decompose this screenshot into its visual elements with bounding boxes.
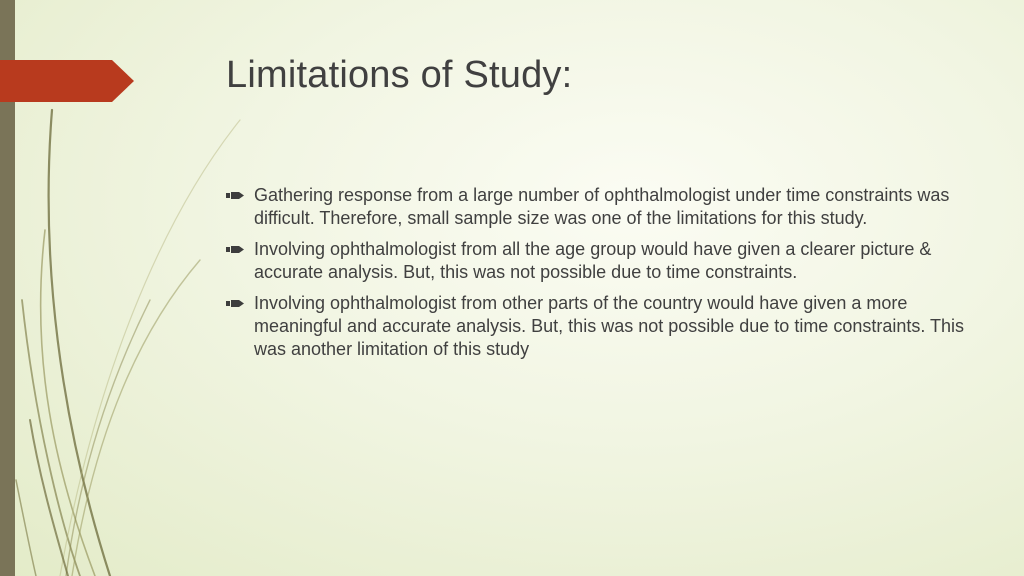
bullet-text: Gathering response from a large number of ophthalmologist under time constraints was difficult. Therefore, small sample size was one of the limitations for this study.: [254, 185, 950, 228]
pencil-arrow-icon: [226, 244, 244, 255]
list-item: [226, 184, 966, 230]
slide-title: Limitations of Study:: [226, 54, 573, 96]
list-item: [226, 292, 966, 361]
bullet-text: Involving ophthalmologist from all the age group would have given a clearer picture & accurate analysis. But, this was not possible due to time constraints.: [254, 239, 932, 282]
title-accent-tab: [0, 60, 134, 102]
bullet-text: Involving ophthalmologist from other parts of the country would have given a more meaningful and accurate analysis. But, this was not possible due to time constraints. This was another limitation of this study: [254, 293, 965, 359]
list-item: [226, 238, 966, 284]
pencil-arrow-icon: [226, 190, 244, 201]
pencil-arrow-icon: [226, 298, 244, 309]
bullet-list: [226, 184, 966, 369]
